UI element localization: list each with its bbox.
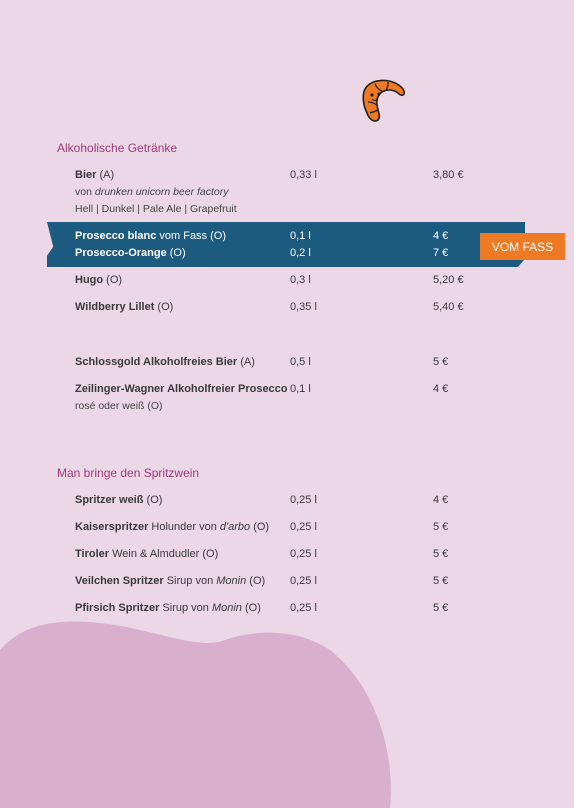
item-name: Hugo bbox=[75, 274, 104, 286]
item-price: 5,20 € bbox=[433, 274, 464, 286]
item-volume: 0,1 l bbox=[290, 383, 311, 395]
item-price: 5 € bbox=[433, 356, 449, 368]
item-detail: rosé oder weiß (O) bbox=[75, 400, 163, 412]
item-volume: 0,5 l bbox=[290, 356, 311, 368]
item-allergen: (A) bbox=[237, 356, 255, 368]
item-allergen: (O) bbox=[241, 602, 261, 614]
item-name: Kaiserspritzer bbox=[75, 521, 149, 533]
item-brand: Monin bbox=[211, 602, 242, 614]
item-name: Wildberry Lillet bbox=[75, 301, 155, 313]
item-price: 5 € bbox=[433, 575, 449, 587]
item-price: 5 € bbox=[433, 602, 449, 614]
item-volume: 0,25 l bbox=[290, 494, 317, 506]
item-detail: Sirup von bbox=[159, 602, 212, 614]
item-name: Tiroler bbox=[75, 548, 110, 560]
item-name: Zeilinger-Wagner Alkoholfreier Prosecco bbox=[75, 383, 288, 395]
item-price: 5 € bbox=[433, 548, 449, 560]
item-price: 7 € bbox=[433, 247, 449, 259]
item-volume: 0,25 l bbox=[290, 521, 317, 533]
section-title-spritzwein: Man bringe den Spritzwein bbox=[57, 466, 200, 480]
item-allergen: (A) bbox=[96, 169, 115, 181]
item-volume: 0,25 l bbox=[290, 575, 317, 587]
item-volume: 0,25 l bbox=[290, 548, 317, 560]
item-allergen: (O) bbox=[166, 247, 186, 259]
item-detail: vom Fass (O) bbox=[156, 230, 226, 242]
item-detail: Wein & Almdudler (O) bbox=[109, 548, 219, 560]
item-price: 4 € bbox=[433, 383, 449, 395]
item-allergen: (O) bbox=[250, 521, 270, 533]
item-volume: 0,25 l bbox=[290, 602, 317, 614]
item-name: Veilchen Spritzer bbox=[75, 575, 164, 587]
item-brand: Monin bbox=[216, 575, 247, 587]
section-title-alkoholische: Alkoholische Getränke bbox=[57, 141, 178, 155]
item-detail: Holunder von bbox=[148, 521, 220, 533]
item-varieties: Hell | Dunkel | Pale Ale | Grapefruit bbox=[75, 203, 237, 215]
item-name: Schlossgold Alkoholfreies Bier bbox=[75, 356, 238, 368]
item-price: 5,40 € bbox=[433, 301, 464, 313]
item-brand: d'arbo bbox=[219, 521, 251, 533]
item-volume: 0,2 l bbox=[290, 247, 311, 259]
item-name: Spritzer weiß bbox=[75, 494, 144, 506]
item-volume: 0,1 l bbox=[290, 230, 311, 242]
item-allergen: (O) bbox=[246, 575, 266, 587]
item-volume: 0,35 l bbox=[290, 301, 317, 313]
item-price: 5 € bbox=[433, 521, 449, 533]
item-name: Bier bbox=[75, 169, 97, 181]
item-name: Prosecco-Orange bbox=[75, 247, 167, 259]
item-price: 3,80 € bbox=[433, 169, 464, 181]
item-price: 4 € bbox=[433, 494, 449, 506]
item-name: Prosecco blanc bbox=[75, 230, 157, 242]
item-allergen: (O) bbox=[103, 274, 123, 286]
item-allergen: (O) bbox=[154, 301, 174, 313]
item-volume: 0,33 l bbox=[290, 169, 317, 181]
item-allergen: (O) bbox=[143, 494, 163, 506]
croissant-icon bbox=[357, 75, 409, 125]
vom-fass-badge: VOM FASS bbox=[480, 233, 565, 260]
item-detail: Sirup von bbox=[163, 575, 217, 587]
item-volume: 0,3 l bbox=[290, 274, 311, 286]
item-name: Pfirsich Spritzer bbox=[75, 602, 160, 614]
item-origin: von drunken unicorn beer factory bbox=[75, 186, 229, 198]
item-price: 4 € bbox=[433, 230, 449, 242]
